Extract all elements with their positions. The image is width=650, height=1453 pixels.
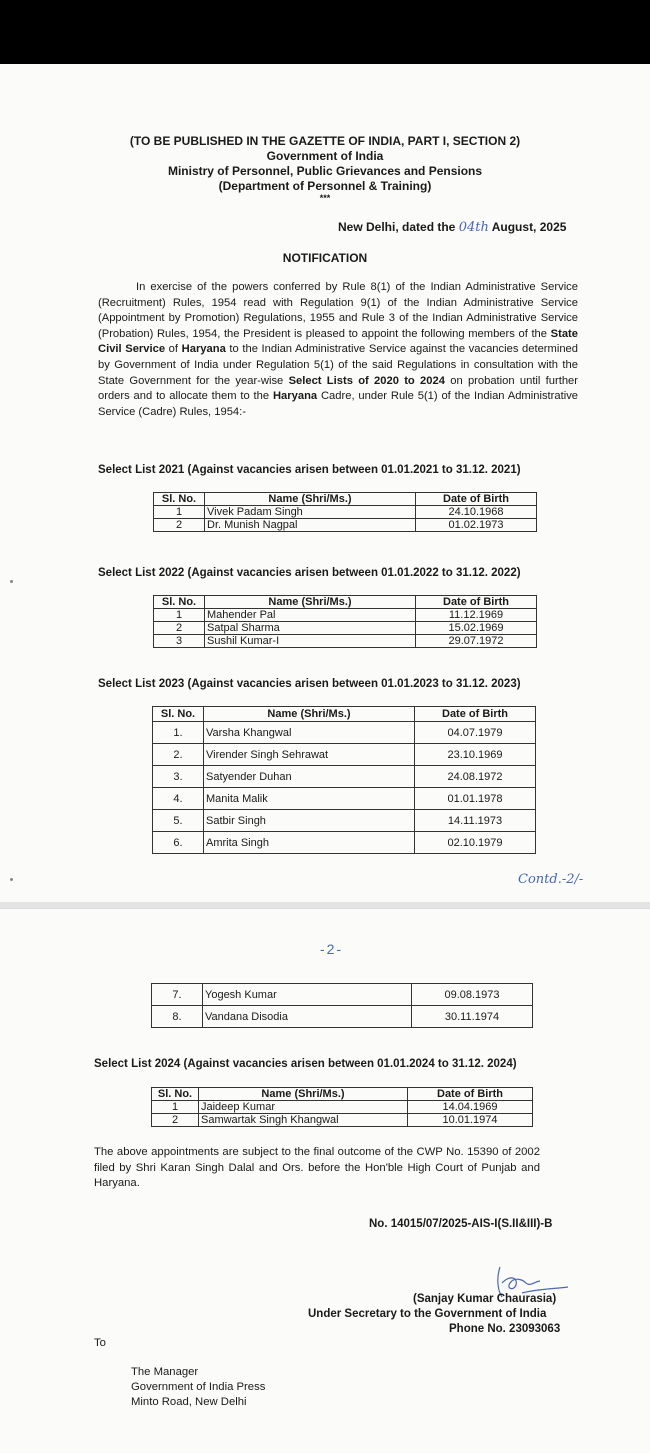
cell-dob: 04.07.1979 xyxy=(415,722,536,744)
table-row xyxy=(153,788,536,810)
col-name: Name (Shri/Ms.) xyxy=(205,596,416,609)
table-row xyxy=(152,1101,533,1114)
cell-sl-no: 1 xyxy=(154,609,205,622)
cell-name: Satyender Duhan xyxy=(204,766,415,788)
table-row xyxy=(154,635,537,648)
continued-note-handwritten: Contd.-2/- xyxy=(518,872,584,887)
signatory-designation: Under Secretary to the Government of India xyxy=(308,1308,547,1320)
cell-dob: 23.10.1969 xyxy=(415,744,536,766)
government-line: Government of India xyxy=(266,149,384,163)
cell-name: Mahender Pal xyxy=(205,609,416,622)
table-row xyxy=(153,766,536,788)
notification-title: NOTIFICATION xyxy=(282,251,368,265)
cell-sl-no: 3 xyxy=(154,635,205,648)
addressee-line-3: Minto Road, New Delhi xyxy=(131,1396,247,1408)
paragraph-bold: Haryana xyxy=(272,390,318,403)
paragraph-text: on probation until further orders and to allocate them to the xyxy=(98,374,579,403)
paragraph-bold: Select Lists of 2020 to 2024 xyxy=(288,374,445,387)
table-row xyxy=(153,722,536,744)
table-header-row xyxy=(154,493,537,506)
cell-sl-no: 2 xyxy=(152,1114,199,1127)
date-prefix: New Delhi, dated the xyxy=(338,220,456,234)
cell-name: Amrita Singh xyxy=(204,832,415,854)
col-name: Name (Shri/Ms.) xyxy=(205,493,416,506)
cell-dob: 10.01.1974 xyxy=(408,1114,533,1127)
addressee-line-2: Government of India Press xyxy=(131,1381,266,1393)
cell-name: Varsha Khangwal xyxy=(204,722,415,744)
table-row xyxy=(154,622,537,635)
scan-speck xyxy=(10,580,13,583)
cell-sl-no: 3. xyxy=(153,766,204,788)
signatory-name: (Sanjay Kumar Chaurasia) xyxy=(413,1293,557,1305)
cell-dob: 24.08.1972 xyxy=(415,766,536,788)
select-list-2024-table xyxy=(151,1087,533,1127)
cell-name: Dr. Munish Nagpal xyxy=(205,519,416,532)
paragraph-text: to the Indian Administrative Service against the vacancies determined by Government of India under Regulation 5(1) of the said Regulations in consultation with the State Government for the year-wise xyxy=(98,343,579,387)
select-list-2021-table xyxy=(153,492,537,532)
cell-name: Virender Singh Sehrawat xyxy=(204,744,415,766)
cell-name: Vivek Padam Singh xyxy=(205,506,416,519)
cell-sl-no: 8. xyxy=(152,1006,203,1028)
cell-dob: 14.04.1969 xyxy=(408,1101,533,1114)
cell-sl-no: 4. xyxy=(153,788,204,810)
paragraph-text: of xyxy=(165,343,182,356)
table-row xyxy=(154,609,537,622)
cell-sl-no: 5. xyxy=(153,810,204,832)
scan-speck xyxy=(10,878,13,881)
select-list-2022-title: Select List 2022 (Against vacancies arisen between 01.01.2022 to 31.12. 2022) xyxy=(98,567,521,579)
cell-sl-no: 6. xyxy=(153,832,204,854)
table-row xyxy=(153,832,536,854)
document-page-1 xyxy=(0,64,650,902)
col-dob: Date of Birth xyxy=(416,493,537,506)
select-list-2024-title: Select List 2024 (Against vacancies arisen between 01.01.2024 to 31.12. 2024) xyxy=(94,1058,517,1070)
cell-name: Samwartak Singh Khangwal xyxy=(199,1114,408,1127)
col-sl-no: Sl. No. xyxy=(154,493,205,506)
table-row xyxy=(152,984,533,1006)
paragraph-bold: Haryana xyxy=(181,343,226,356)
table-header-row xyxy=(152,1088,533,1101)
cell-dob: 01.01.1978 xyxy=(415,788,536,810)
department-line: (Department of Personnel & Training) xyxy=(218,179,432,193)
select-list-2022-table xyxy=(153,595,537,648)
col-sl-no: Sl. No. xyxy=(152,1088,199,1101)
gazette-line: (TO BE PUBLISHED IN THE GAZETTE OF INDIA, PART I, SECTION 2) xyxy=(129,134,521,148)
cell-sl-no: 2 xyxy=(154,519,205,532)
cell-dob: 11.12.1969 xyxy=(416,609,537,622)
paragraph-text: In exercise of the powers conferred by Rule 8(1) of the Indian Administrative Service (Recruitment) Rules, 1954 read with Regulation 9(1) of the Indian Administrative Service (Appointment by Promotion) Regulations, 1955 and Rule 3 of the Indian Administrative Service (Probation) Rules, 1954, the President is pleased to appoint the following members of the xyxy=(98,281,578,340)
cell-name: Satbir Singh xyxy=(204,810,415,832)
table-row xyxy=(153,810,536,832)
date-suffix: August, 2025 xyxy=(491,220,567,234)
cell-name: Satpal Sharma xyxy=(205,622,416,635)
reference-number: No. 14015/07/2025-AIS-I(S.II&III)-B xyxy=(369,1218,553,1230)
notification-paragraph xyxy=(98,280,578,420)
table-row xyxy=(154,506,537,519)
col-name: Name (Shri/Ms.) xyxy=(204,707,415,722)
table-header-row xyxy=(153,707,536,722)
dated-line xyxy=(338,220,566,235)
cell-dob: 02.10.1979 xyxy=(415,832,536,854)
cell-name: Sushil Kumar-I xyxy=(205,635,416,648)
cell-dob: 09.08.1973 xyxy=(412,984,533,1006)
cell-dob: 01.02.1973 xyxy=(416,519,537,532)
col-name: Name (Shri/Ms.) xyxy=(199,1088,408,1101)
select-list-2023-title: Select List 2023 (Against vacancies arisen between 01.01.2023 to 31.12. 2023) xyxy=(98,678,521,690)
cell-sl-no: 1 xyxy=(154,506,205,519)
col-dob: Date of Birth xyxy=(415,707,536,722)
addressee-line-1: The Manager xyxy=(131,1366,199,1378)
col-sl-no: Sl. No. xyxy=(153,707,204,722)
table-header-row xyxy=(154,596,537,609)
cell-name: Manita Malik xyxy=(204,788,415,810)
ministry-line: Ministry of Personnel, Public Grievances and Pensions xyxy=(167,164,483,178)
date-day-handwritten: 04th xyxy=(458,220,489,235)
subject-to-note: The above appointments are subject to the final outcome of the CWP No. 15390 of 2002 filed by Shri Karan Singh Dalal and Ors. before the Hon'ble High Court of Punjab and Haryana. xyxy=(94,1146,540,1189)
document-page-2 xyxy=(0,908,650,1453)
table-row xyxy=(154,519,537,532)
table-row xyxy=(153,744,536,766)
cell-dob: 29.07.1972 xyxy=(416,635,537,648)
separator-stars: *** xyxy=(319,193,331,203)
cell-dob: 30.11.1974 xyxy=(412,1006,533,1028)
cell-name: Jaideep Kumar xyxy=(199,1101,408,1114)
cell-name: Vandana Disodia xyxy=(203,1006,412,1028)
page-number-handwritten: -2- xyxy=(320,941,344,957)
col-sl-no: Sl. No. xyxy=(154,596,205,609)
cell-dob: 24.10.1968 xyxy=(416,506,537,519)
cell-sl-no: 2 xyxy=(154,622,205,635)
cell-name: Yogesh Kumar xyxy=(203,984,412,1006)
cell-sl-no: 7. xyxy=(152,984,203,1006)
select-list-2021-title: Select List 2021 (Against vacancies arisen between 01.01.2021 to 31.12. 2021) xyxy=(98,464,521,476)
col-dob: Date of Birth xyxy=(408,1088,533,1101)
table-row xyxy=(152,1006,533,1028)
paragraph-bold: State Civil Service xyxy=(98,327,578,356)
table-row xyxy=(152,1114,533,1127)
select-list-2023-table xyxy=(152,706,536,854)
paragraph-text: Cadre, under Rule 5(1) of the Indian Administrative Service (Cadre) Rules, 1954:- xyxy=(98,390,579,418)
cell-sl-no: 1 xyxy=(152,1101,199,1114)
cell-sl-no: 1. xyxy=(153,722,204,744)
cell-sl-no: 2. xyxy=(153,744,204,766)
cell-dob: 14.11.1973 xyxy=(415,810,536,832)
select-list-2023-continued-table xyxy=(151,983,533,1028)
to-label: To xyxy=(94,1337,106,1349)
signatory-phone: Phone No. 23093063 xyxy=(449,1323,561,1335)
col-dob: Date of Birth xyxy=(416,596,537,609)
cell-dob: 15.02.1969 xyxy=(416,622,537,635)
